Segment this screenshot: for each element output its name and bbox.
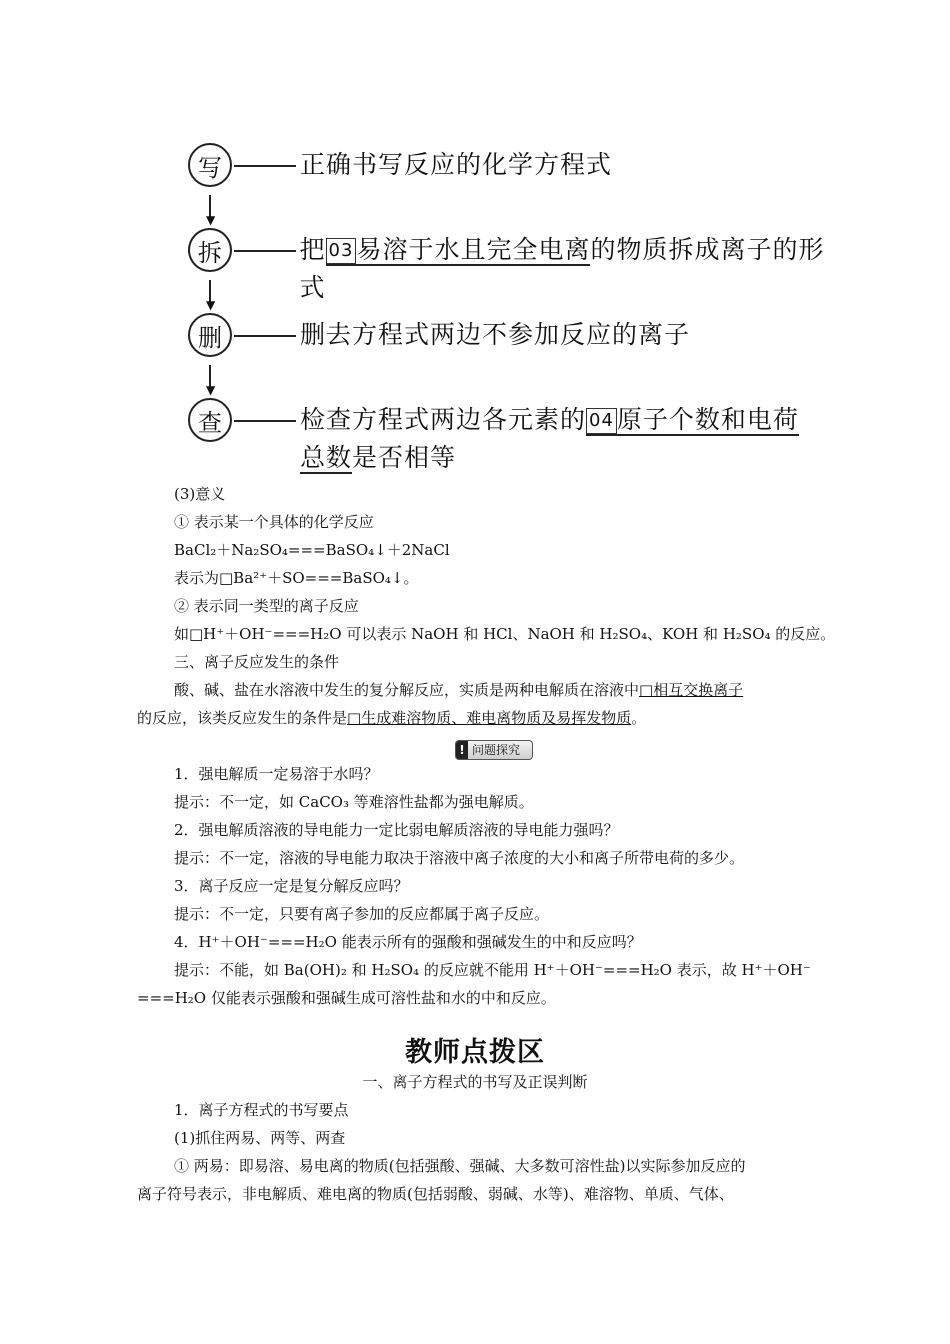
writing-steps-diagram	[188, 138, 848, 478]
step-delete-text: 删去方程式两边不参加反应的离子	[300, 320, 691, 349]
down-arrow-icon: ▼	[207, 195, 213, 225]
step-split-icon: 拆	[188, 228, 232, 272]
step-check	[188, 398, 799, 477]
paragraph-line: 离子符号表示，非电解质、难电离的物质(包括弱酸、弱碱、水等)、难溶物、单质、气体、	[137, 1185, 734, 1203]
meaning-heading: (3)意义	[174, 485, 226, 503]
connector-dash	[234, 420, 296, 422]
hint: 提示：不一定，溶液的导电能力取决于溶液中离子浓度的大小和离子所带电荷的多少。	[174, 849, 745, 867]
hint: 提示：不一定，只要有离子参加的反应都属于离子反应。	[174, 905, 550, 923]
paragraph-line: 的反应，该类反应发生的条件是□生成难溶物质、难电离物质及易挥发物质。	[137, 709, 647, 727]
connector-dash	[234, 250, 296, 252]
section-heading: 三、离子反应发生的条件	[174, 653, 340, 671]
question: 4．H⁺＋OH⁻===H₂O 能表示所有的强酸和强碱发生的中和反应吗？	[174, 933, 642, 951]
connector-dash	[234, 165, 296, 167]
paragraph-line: ① 两易：即易溶、易电离的物质(包括强酸、强碱、大多数可溶性盐)以实际参加反应的	[174, 1157, 746, 1175]
step-check-icon: 查	[188, 398, 232, 442]
blank-number-box: 03	[326, 238, 357, 264]
meaning-eq1: BaCl₂＋Na₂SO₄===BaSO₄↓＋2NaCl	[174, 541, 450, 559]
hint: 提示：不一定，如 CaCO₃ 等难溶性盐都为强电解质。	[174, 793, 534, 811]
step-write	[188, 143, 612, 187]
meaning-eq2: 如□H⁺＋OH⁻===H₂O 可以表示 NaOH 和 HCl、NaOH 和 H₂SO₄、KOH 和 H₂SO₄ 的反应。	[174, 625, 836, 643]
paragraph-line: 酸、碱、盐在水溶液中发生的复分解反应，实质是两种电解质在溶液中□相互交换离子	[174, 681, 744, 699]
hint: 提示：不能，如 Ba(OH)₂ 和 H₂SO₄ 的反应就不能用 H⁺＋OH⁻===H₂O 表示，故 H⁺＋OH⁻	[174, 961, 811, 979]
exclamation-icon: !	[456, 741, 468, 759]
meaning-item1: ① 表示某一个具体的化学反应	[174, 513, 374, 531]
step-delete-icon: 删	[188, 313, 232, 357]
step-write-icon: 写	[188, 143, 232, 187]
question: 2．强电解质溶液的导电能力一定比弱电解质溶液的导电能力强吗？	[174, 821, 619, 839]
section-title: 教师点拨区	[405, 1037, 545, 1068]
meaning-item2: ② 表示同一类型的离子反应	[174, 597, 359, 615]
down-arrow-icon: ▼	[207, 280, 213, 310]
step-write-text: 正确书写反应的化学方程式	[300, 150, 613, 179]
section-subtitle: 一、离子方程式的书写及正误判断	[362, 1073, 588, 1091]
problem-explore-badge: ! 问题探究	[455, 740, 533, 760]
hint-continued: ===H₂O 仅能表示强酸和强碱生成可溶性盐和水的中和反应。	[137, 989, 556, 1007]
step-split-text: 把 03 易溶于水且完全电离的物质拆成离子的形式	[299, 235, 825, 302]
step-delete	[188, 313, 690, 357]
point-heading: 1．离子方程式的书写要点	[174, 1101, 349, 1119]
connector-dash	[234, 335, 296, 337]
step-check-text: 检查方程式两边各元素的 04 原子个数和电荷 总数是否相等	[300, 405, 799, 472]
blank-number-box: 04	[586, 408, 617, 434]
down-arrow-icon: ▼	[207, 365, 213, 395]
step-split	[188, 228, 848, 307]
point-subheading: (1)抓住两易、两等、两查	[174, 1129, 346, 1147]
question: 1．强电解质一定易溶于水吗？	[174, 765, 379, 783]
question: 3．离子反应一定是复分解反应吗？	[174, 877, 409, 895]
meaning-eq1-ionic: 表示为□Ba²⁺＋SO===BaSO₄↓。	[174, 569, 419, 587]
